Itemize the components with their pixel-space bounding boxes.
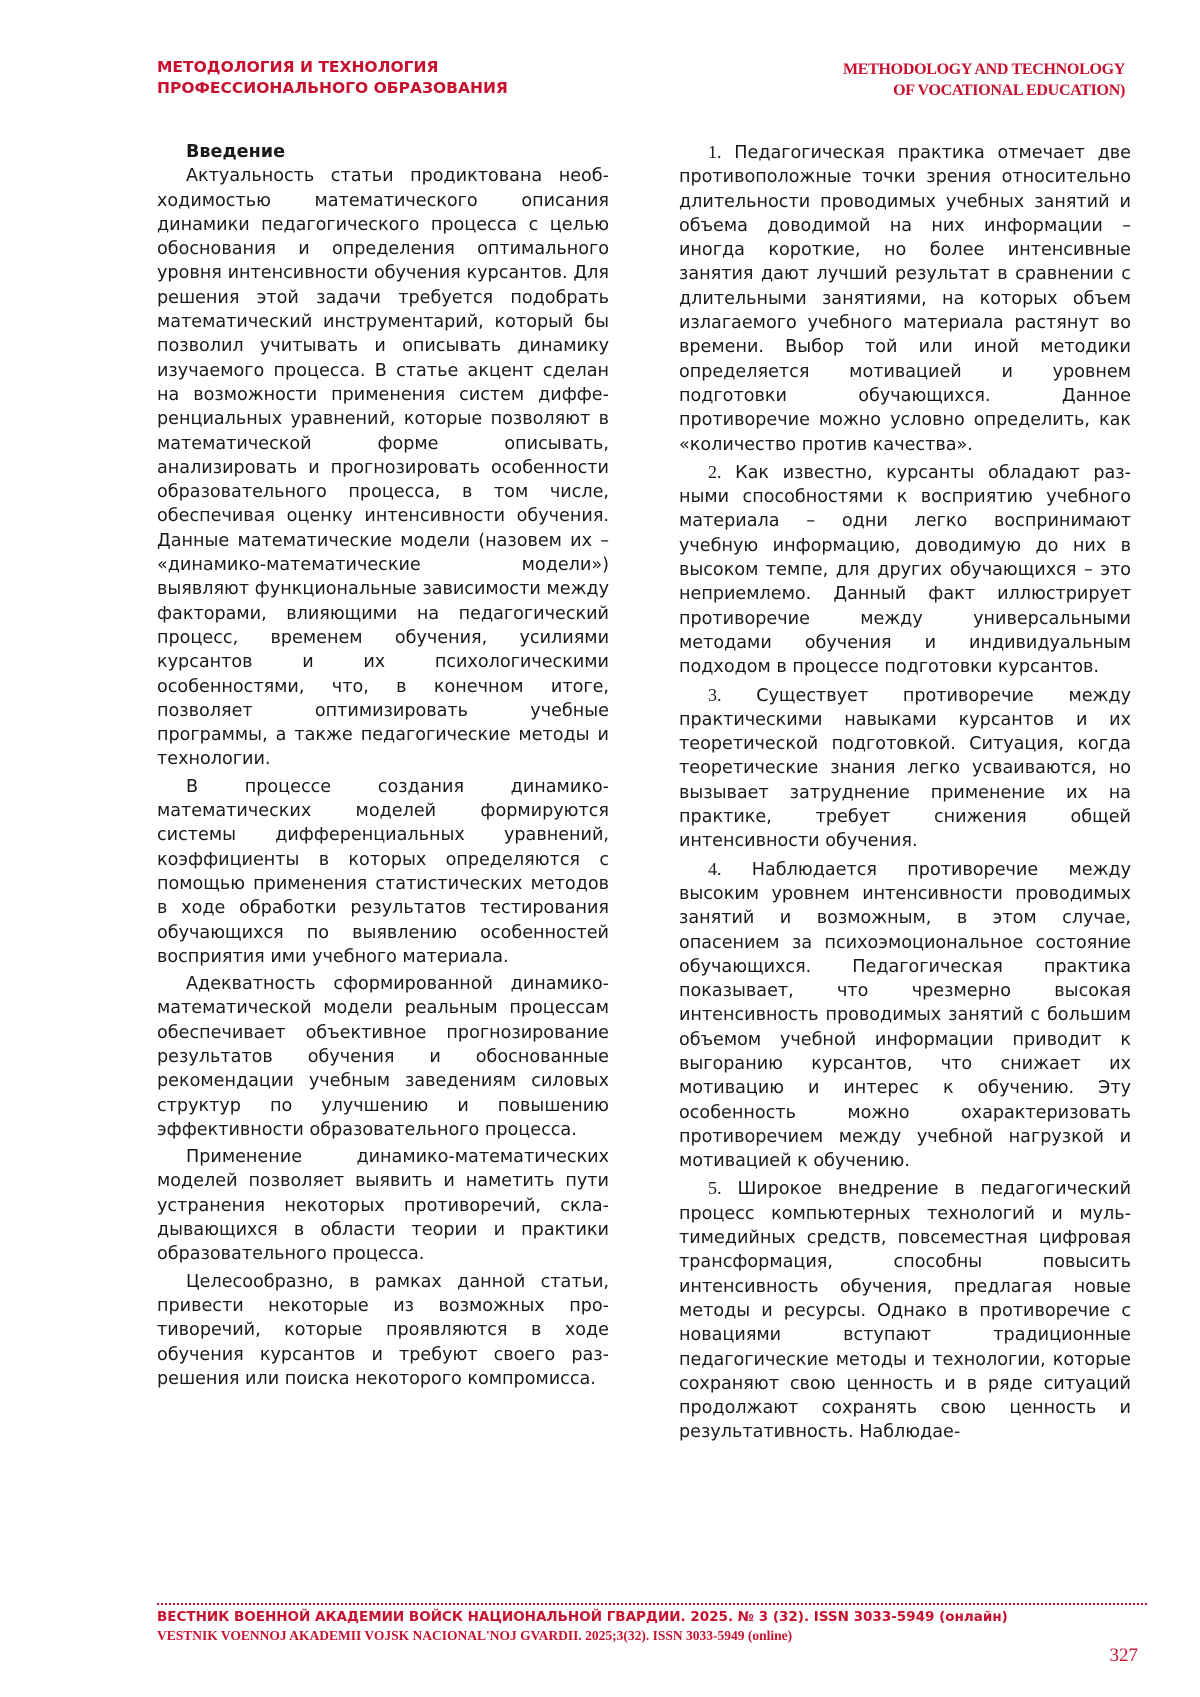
paragraph: Целесообразно, в рамках данной статьи, привести некоторые из возможных противоречий, которые проявляются в ходе обучения курсантов и требуют своего разрешения или поиска некоторого компромисса. [157, 1271, 609, 1389]
item-number: 5. [708, 1178, 722, 1199]
paragraph: Актуальность статьи продиктована необходимостью математического описания динамики педагогического процесса с целью обоснования и определения оптимального уровня интенсивности обучения курсантов. Для решения этой задачи требуется подобрать математический инструментарий, который бы позволил учитывать и описывать динамику изучаемого процесса. В статье акцент сделан на возможности применения систем дифференциальных уравнений, которые позволяют в математической форме описывать, анализировать и прогнозировать особенности образовательного процесса, в том числе, обеспечивая оценку интенсивности обучения. Данные математические модели (назовем их – «динамико-математические модели») выявляют функциональные зависимости между факторами, влияющими на педагогический процесс, временем обучения, усилиями курсантов и их психологическими особенностями, что, в конечном итоге, позволяет оптимизировать учебные программы, а также педагогические методы и технологии. [157, 166, 609, 770]
footer-citation-en: VESTNIK VOENNOJ AKADEMII VOJSK NACIONAL'NOJ GVARDII. 2025;3(32). ISSN 3033-5949 (online) [157, 1628, 793, 1643]
item-text: Широкое внедрение в педагогический процесс компьютерных технологий и мультимедийных средств, повсеместная цифровая трансформация, способны повысить интенсивность обучения, предлагая новые методы и ресурсы. Однако в противоречие с новациями вступают традиционные педагогические методы и технологии, которые сохраняют свою ценность и в ряде ситуаций продолжают сохранять свою ценность и результативность. Наблюдае- [679, 1179, 1131, 1443]
page-number: 327 [1109, 1645, 1138, 1666]
numbered-paragraph [679, 460, 1131, 680]
item-number: 4. [708, 858, 722, 879]
paragraph: В процессе создания динамико-математических моделей формируются системы дифференциальных уравнений, коэффициенты в которых определяются с помощью применения статистических методов в ходе обработки результатов тестирования обучающихся по выявлению особенностей восприятия ими учебного материала. [157, 776, 609, 967]
item-number: 1. [708, 142, 722, 162]
item-text: Существует противоречие между практическими навыками курсантов и их теоретической подготовкой. Ситуация, когда теоретические знания легко усваиваются, но вызывает затруднение применение их на практике, требует снижения общей интенсивности обучения. [679, 685, 1131, 852]
numbered-paragraph [679, 683, 1131, 854]
right-column [679, 140, 1131, 1448]
numbered-paragraph [679, 857, 1131, 1174]
paragraph: Применение динамико-математических моделей позволяет выявить и наметить пути устранения некоторых противоречий, складывающихся в области теории и практики образовательного процесса. [157, 1147, 609, 1265]
running-header-en [665, 59, 1125, 101]
item-number: 3. [708, 684, 722, 705]
paragraph: Адекватность сформированной динамико-математической модели реальным процессам обеспечивает объективное прогнозирование результатов обучения и обоснованные рекомендации учебным заведениям силовых структур по улучшению и повышению эффективности образовательного процесса. [157, 974, 609, 1140]
item-text: Педагогическая практика отмечает две противоположные точки зрения относительно длительности проводимых учебных занятий и объема доводимой на них информации – иногда короткие, но более интенсивные занятия дают лучший результат в сравнении с длительными занятиями, на которых объем излагаемого учебного материала растянут во времени. Выбор той или иной методики определяется мотивацией и уровнем подготовки обучающихся. Данное противоречие можно условно определить, как «количество против качества». [679, 143, 1132, 455]
numbered-paragraph [679, 1176, 1131, 1444]
header-en-line1: METHODOLOGY AND TECHNOLOGY [842, 61, 1125, 78]
header-ru-line2: ПРОФЕССИОНАЛЬНОГО ОБРАЗОВАНИЯ [157, 79, 508, 97]
header-en-line2: OF VOCATIONAL EDUCATION) [893, 82, 1125, 99]
section-heading: Введение [186, 142, 286, 162]
item-text: Как известно, курсанты обладают разными способностями к восприятию учебного материала – одни легко воспринимают учебную информацию, доводимую до них в высоком темпе, для других обучающихся – это неприемлемо. Данный факт иллюстрирует противоречие между универсальными методами обучения и индивидуальным подходом в процессе подготовки курсантов. [679, 462, 1132, 678]
numbered-paragraph [679, 140, 1131, 457]
footer-citation-ru: ВЕСТНИК ВОЕННОЙ АКАДЕМИИ ВОЙСК НАЦИОНАЛЬНОЙ ГВАРДИИ. 2025. № 3 (32). ISSN 3033-5949 (онлайн) [157, 1609, 1008, 1625]
running-header-ru [157, 57, 677, 99]
item-text: Наблюдается противоречие между высоким уровнем интенсивности проводимых занятий и возможным, в этом случае, опасением за психоэмоциональное состояние обучающихся. Педагогическая практика показывает, что чрезмерно высокая интенсивность проводимых занятий с большим объемом учебной информации приводит к выгоранию курсантов, что снижает их мотивацию и интерес к обучению. Эту особенность можно охарактеризовать противоречием между учебной нагрузкой и мотивацией к обучению. [679, 859, 1131, 1172]
header-ru-line1: МЕТОДОЛОГИЯ И ТЕХНОЛОГИЯ [157, 58, 439, 76]
left-column [157, 140, 609, 1394]
item-number: 2. [708, 461, 722, 482]
footer-divider [157, 1603, 1147, 1605]
